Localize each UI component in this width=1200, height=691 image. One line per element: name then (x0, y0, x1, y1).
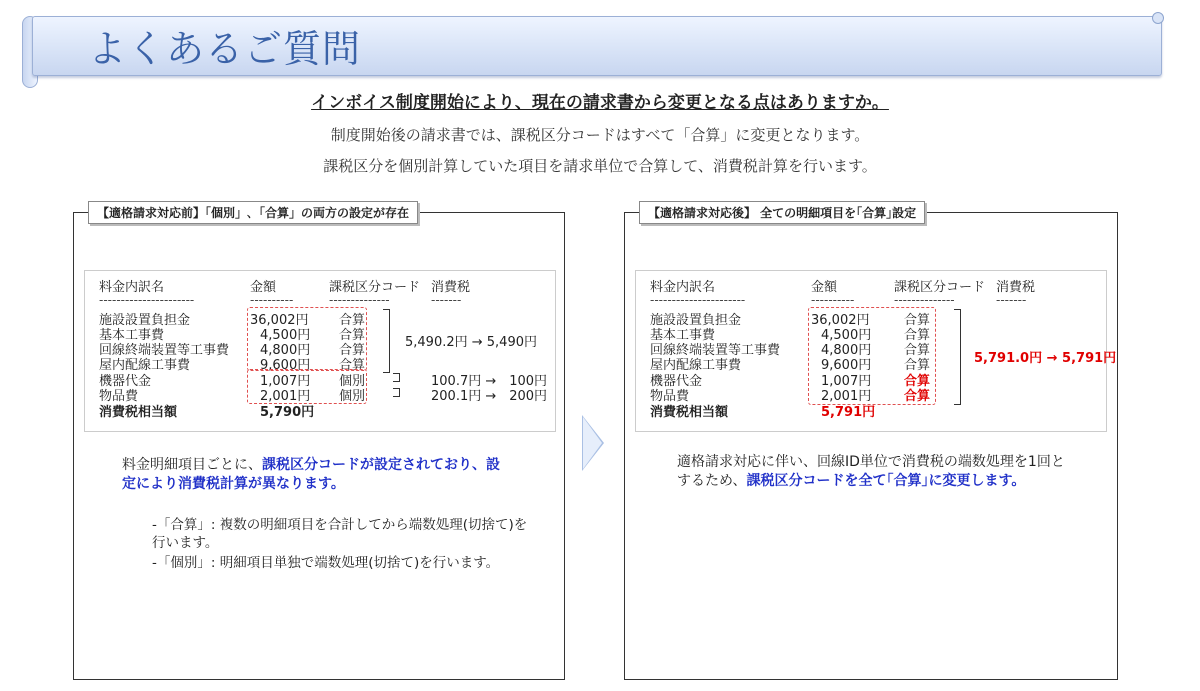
total-label: 消費税相当額 (99, 405, 178, 420)
separator: -------------- (329, 293, 390, 307)
row-amount: 4,500円 (821, 328, 872, 343)
separator: ------- (431, 293, 462, 307)
row-amount: 2,001円 (821, 389, 872, 404)
separator: ---------------------- (650, 293, 746, 307)
row-name: 回線終端装置等工事費 (650, 343, 781, 358)
header-tax: 消費税 (996, 280, 1036, 295)
total-value: 5,791円 (821, 405, 876, 420)
row-amount: 9,600円 (821, 358, 872, 373)
note-highlight: 課税区分コードを全て｢合算｣に変更します。 (746, 473, 1026, 489)
row-name: 基本工事費 (99, 328, 165, 343)
row-name: 機器代金 (650, 374, 703, 389)
row-amount: 1,007円 (821, 374, 872, 389)
row-amount: 4,500円 (260, 328, 311, 343)
header-amount: 金額 (811, 280, 838, 295)
row-tax-class: 合算 (904, 343, 931, 358)
question-heading: インボイス制度開始により、現在の請求書から変更となる点はありますか。 (311, 93, 889, 113)
note-before (122, 456, 502, 494)
separator: ---------------------- (99, 293, 195, 307)
grouped-tax: 5,490.2円 → 5,490円 (405, 335, 537, 350)
total-value: 5,790円 (260, 405, 315, 420)
row-amount: 1,007円 (260, 374, 311, 389)
row-amount: 4,800円 (260, 343, 311, 358)
header-item-name: 料金内訳名 (99, 280, 165, 295)
row-tax-class: 合算 (339, 343, 366, 358)
row-amount: 36,002円 (811, 313, 870, 328)
row-name: 施設設置負担金 (99, 313, 191, 328)
answer-line-2: 課税区分を個別計算していた項目を請求単位で合算して、消費税計算を行います。 (323, 157, 877, 175)
row-name: 施設設置負担金 (650, 313, 742, 328)
individual-tax-2: 200.1円 → 200円 (431, 389, 548, 404)
individual-highlight (247, 369, 367, 404)
total-label: 消費税相当額 (650, 405, 729, 420)
header-tax-class: 課税区分コード (894, 280, 986, 295)
row-tax-class: 個別 (339, 389, 366, 404)
header-tax: 消費税 (431, 280, 471, 295)
row-amount: 4,800円 (821, 343, 872, 358)
note-text: 料金明細項目ごとに、 (122, 457, 262, 473)
separator: ------- (996, 293, 1027, 307)
header-amount: 金額 (250, 280, 277, 295)
row-name: 回線終端装置等工事費 (99, 343, 230, 358)
grouped-highlight (247, 307, 367, 371)
answer-line-1: 制度開始後の請求書では、課税区分コードはすべて「合算」に変更となります。 (330, 126, 870, 144)
row-tax-class: 合算 (904, 358, 931, 373)
header-item-name: 料金内訳名 (650, 280, 716, 295)
row-amount: 2,001円 (260, 389, 311, 404)
row-tax-class-changed: 合算 (904, 374, 931, 389)
row-name: 物品費 (99, 389, 139, 404)
bullet-individual: -「個別」: 明細項目単独で端数処理(切捨て)を行います。 (152, 555, 500, 571)
row-name: 屋内配線工事費 (650, 358, 742, 373)
row-tax-class: 個別 (339, 374, 366, 389)
row-tax-class: 合算 (339, 313, 366, 328)
separator: ---------- (250, 293, 294, 307)
individual-tax-1: 100.7円 → 100円 (431, 374, 548, 389)
note-after (677, 453, 1077, 491)
note-highlight: 課税区分コードが設定されており、設定により消費税計算が異なります。 (122, 457, 500, 492)
row-tax-class: 合算 (904, 313, 931, 328)
row-amount: 9,600円 (260, 358, 311, 373)
row-name: 屋内配線工事費 (99, 358, 191, 373)
grouped-tax: 5,791.0円 → 5,791円 (974, 351, 1117, 366)
note-text: 適格請求対応に伴い、回線ID単位で消費税の端数処理を1回とするため、 (677, 454, 1065, 489)
page-title: よくあるご質問 (88, 27, 362, 71)
row-tax-class: 合算 (339, 358, 366, 373)
arrow-right-icon (582, 415, 604, 471)
row-bracket (393, 373, 400, 382)
row-tax-class-changed: 合算 (904, 389, 931, 404)
panel-after (624, 206, 1118, 680)
row-bracket (393, 388, 400, 397)
panel-after-label: 【適格請求対応後】 全ての明細項目を｢合算｣設定 (639, 201, 925, 224)
row-name: 機器代金 (99, 374, 152, 389)
row-tax-class: 合算 (339, 328, 366, 343)
separator: ---------- (811, 293, 855, 307)
group-bracket (954, 309, 961, 405)
row-tax-class: 合算 (904, 328, 931, 343)
row-amount: 36,002円 (250, 313, 309, 328)
faq-banner (22, 12, 1168, 80)
group-bracket (383, 309, 390, 373)
row-name: 基本工事費 (650, 328, 716, 343)
header-tax-class: 課税区分コード (329, 280, 421, 295)
bullet-grouped: -「合算」: 複数の明細項目を合計してから端数処理(切捨て)を行います。 (152, 517, 528, 551)
row-name: 物品費 (650, 389, 690, 404)
panel-before-label: 【適格請求対応前】「個別」､「合算」の両方の設定が存在 (88, 201, 418, 224)
panel-before (73, 206, 565, 680)
scroll-curl-right (1152, 12, 1164, 24)
grouped-highlight (808, 307, 936, 405)
separator: -------------- (894, 293, 955, 307)
billing-table-after (635, 270, 1117, 432)
billing-table-before (84, 270, 556, 432)
